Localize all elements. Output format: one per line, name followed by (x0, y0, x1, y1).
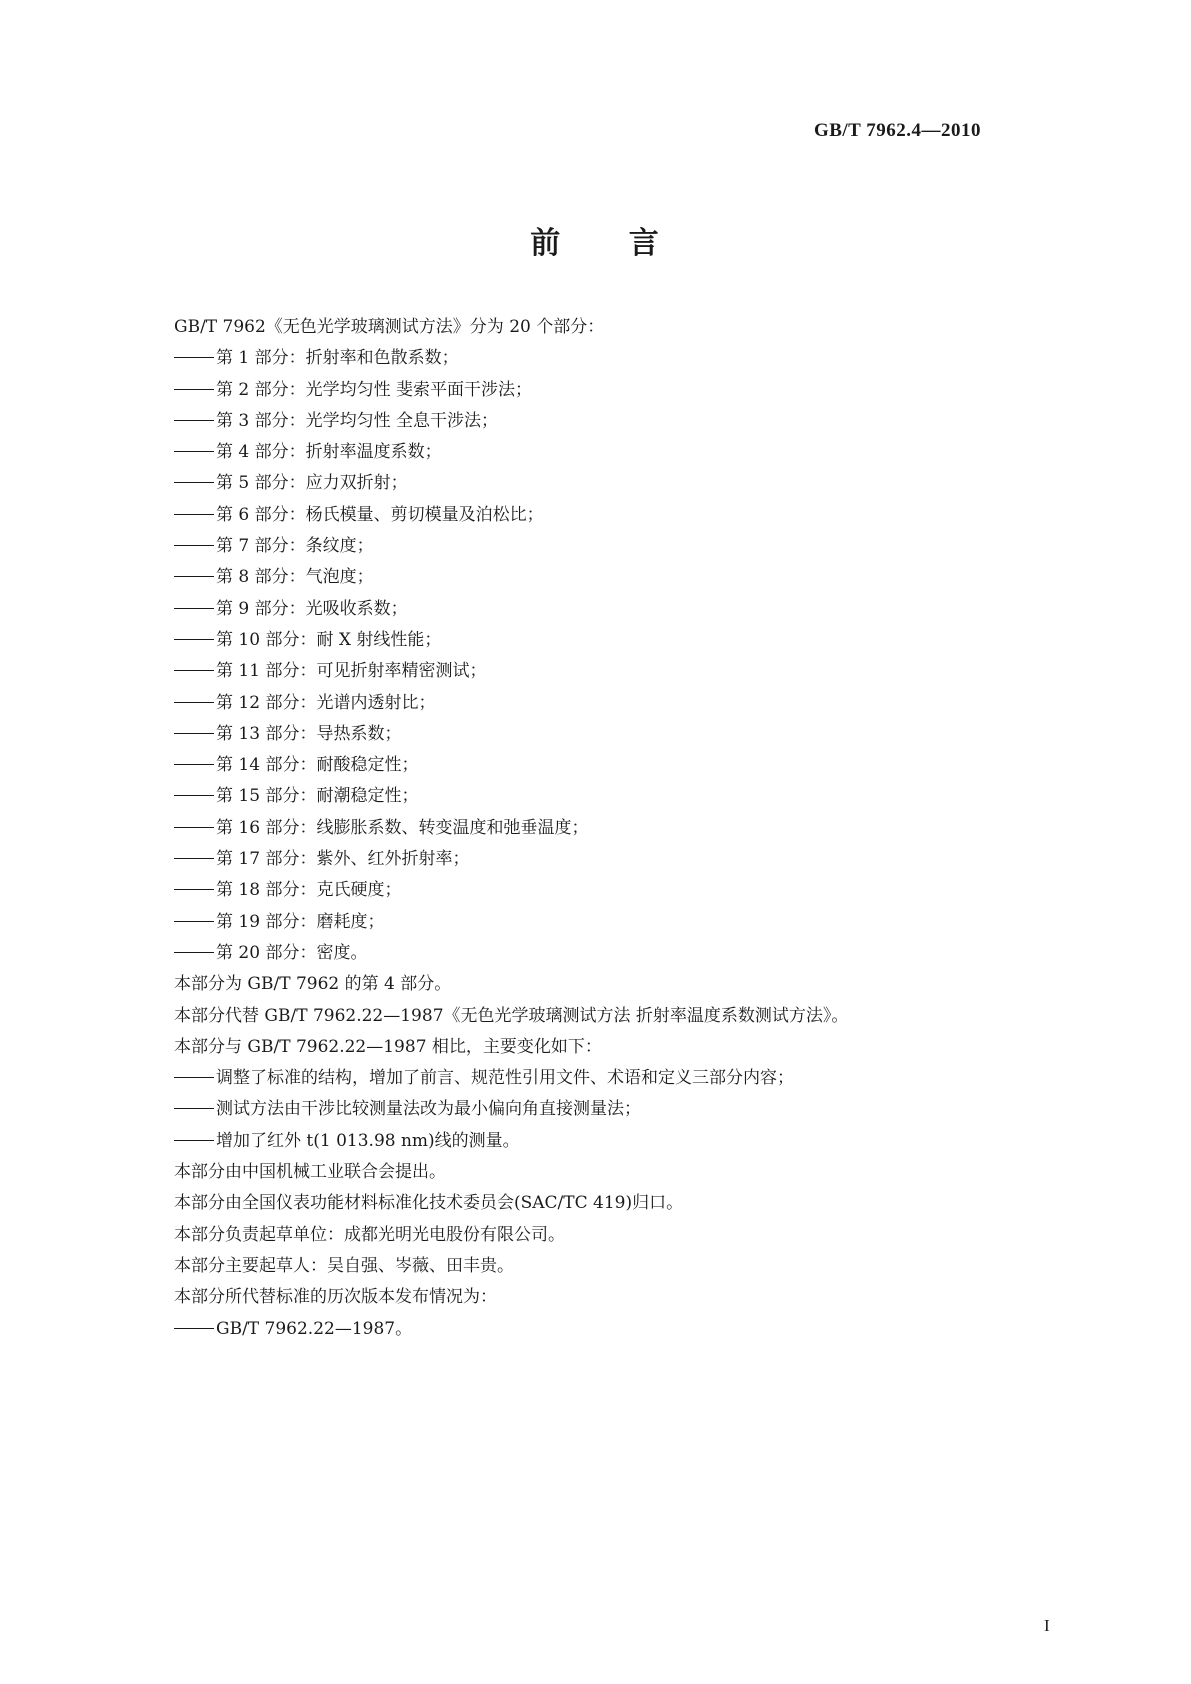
list-item: 第 9 部分：光吸收系数； (174, 594, 1014, 625)
document-body (174, 312, 1014, 1345)
list-item: 第 1 部分：折射率和色散系数； (174, 343, 1014, 374)
em-dash (174, 1328, 214, 1329)
list-item: 第 13 部分：导热系数； (174, 719, 1014, 750)
list-item: 第 7 部分：条纹度； (174, 531, 1014, 562)
em-dash (174, 608, 214, 609)
list-item: 调整了标准的结构，增加了前言、规范性引用文件、术语和定义三部分内容； (174, 1063, 1014, 1094)
standard-code: GB/T 7962.4—2010 (813, 120, 981, 141)
em-dash (174, 420, 214, 421)
managed-by-statement: 本部分由全国仪表功能材料标准化技术委员会(SAC/TC 419)归口。 (174, 1193, 684, 1214)
em-dash (174, 952, 214, 953)
em-dash (174, 639, 214, 640)
history-intro: 本部分所代替标准的历次版本发布情况为： (174, 1287, 497, 1308)
em-dash (174, 733, 214, 734)
list-item: 第 3 部分：光学均匀性 全息干涉法； (174, 406, 1014, 437)
replaces-statement: 本部分代替 GB/T 7962.22—1987《无色光学玻璃测试方法 折射率温度系数测试方法》。 (174, 1005, 849, 1026)
drafters-statement: 本部分主要起草人：吴自强、岑薇、田丰贵。 (174, 1255, 514, 1276)
list-item: 第 10 部分：耐 X 射线性能； (174, 625, 1014, 656)
em-dash (174, 858, 214, 859)
page-title: 前 言 (530, 226, 661, 261)
em-dash (174, 451, 214, 452)
list-item: 第 4 部分：折射率温度系数； (174, 437, 1014, 468)
changes-intro: 本部分与 GB/T 7962.22—1987 相比，主要变化如下： (174, 1036, 602, 1057)
em-dash (174, 1077, 214, 1078)
list-item: 第 16 部分：线膨胀系数、转变温度和弛垂温度； (174, 813, 1014, 844)
em-dash (174, 545, 214, 546)
list-item: 第 20 部分：密度。 (174, 938, 1014, 969)
em-dash (174, 514, 214, 515)
intro-line: GB/T 7962《无色光学玻璃测试方法》分为 20 个部分： (174, 317, 605, 337)
em-dash (174, 764, 214, 765)
em-dash (174, 827, 214, 828)
em-dash (174, 1108, 214, 1109)
list-item: 第 19 部分：磨耗度； (174, 907, 1014, 938)
proposed-by-statement: 本部分由中国机械工业联合会提出。 (174, 1162, 446, 1183)
em-dash (174, 670, 214, 671)
list-item: 第 18 部分：克氏硬度； (174, 875, 1014, 906)
em-dash (174, 702, 214, 703)
list-item: 第 11 部分：可见折射率精密测试； (174, 656, 1014, 687)
em-dash (174, 1140, 214, 1141)
list-item: GB/T 7962.22—1987。 (174, 1314, 1014, 1345)
list-item: 第 5 部分：应力双折射； (174, 468, 1014, 499)
list-item: 第 8 部分：气泡度； (174, 562, 1014, 593)
em-dash (174, 795, 214, 796)
page-number: I (1044, 1616, 1050, 1635)
list-item: 第 14 部分：耐酸稳定性； (174, 750, 1014, 781)
list-item: 第 15 部分：耐潮稳定性； (174, 781, 1014, 812)
list-item: 第 2 部分：光学均匀性 斐索平面干涉法； (174, 375, 1014, 406)
em-dash (174, 389, 214, 390)
em-dash (174, 921, 214, 922)
list-item: 第 6 部分：杨氏模量、剪切模量及泊松比； (174, 500, 1014, 531)
list-item: 增加了红外 t(1 013.98 nm)线的测量。 (174, 1126, 1014, 1157)
list-item: 第 17 部分：紫外、红外折射率； (174, 844, 1014, 875)
em-dash (174, 576, 214, 577)
list-item: 测试方法由干涉比较测量法改为最小偏向角直接测量法； (174, 1094, 1014, 1125)
list-item: 第 12 部分：光谱内透射比； (174, 688, 1014, 719)
drafting-unit-statement: 本部分负责起草单位：成都光明光电股份有限公司。 (174, 1224, 565, 1245)
part-of-statement: 本部分为 GB/T 7962 的第 4 部分。 (174, 974, 452, 995)
em-dash (174, 482, 214, 483)
em-dash (174, 357, 214, 358)
em-dash (174, 889, 214, 890)
